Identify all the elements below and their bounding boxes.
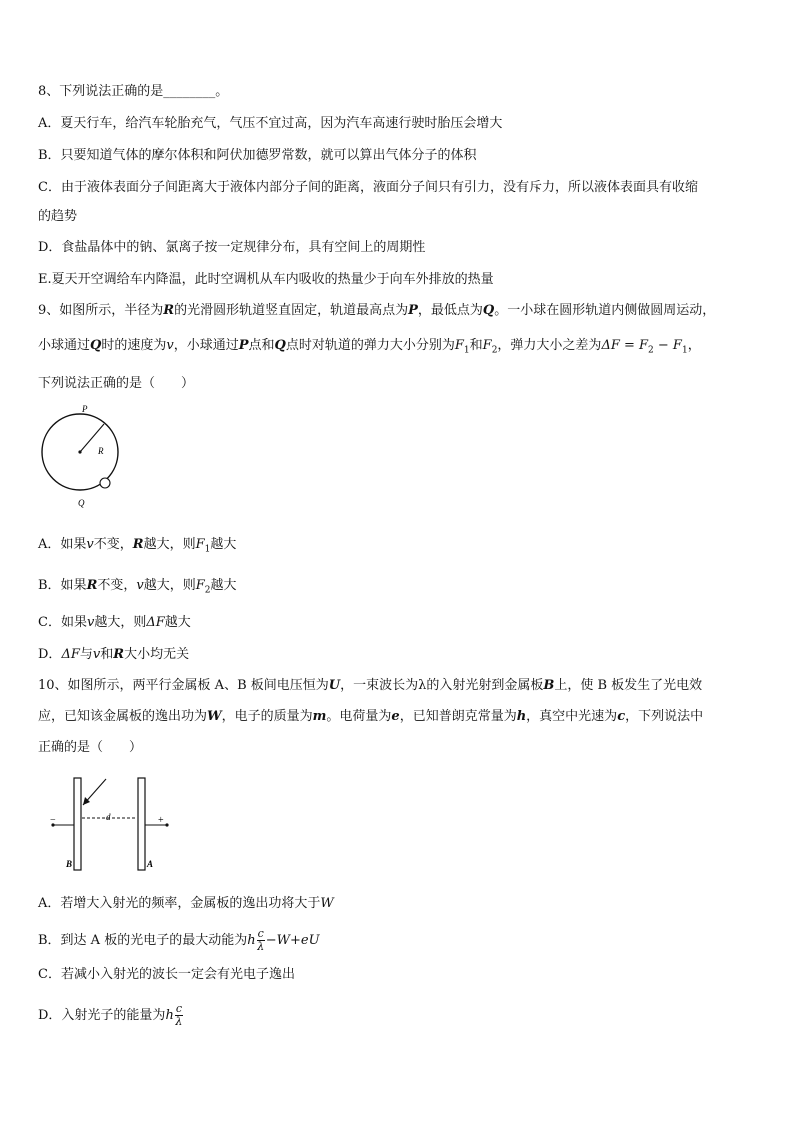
q10-stem-line1: 10、如图所示，两平行金属板 A、B 板间电压恒为U，一束波长为λ的入射光射到金属板B上，使 B 板发生了光电效 xyxy=(38,678,703,693)
q9-stem-line2: 小球通过Q时的速度为v，小球通过P点和Q点时对轨道的弹力大小分别为$F_1$和$F_2$，弹力大小之差为$\Delta F = F_2 - F_1$， xyxy=(38,338,701,356)
label-r: R xyxy=(98,446,104,456)
center-dot xyxy=(78,450,81,453)
label-d: d xyxy=(106,812,111,822)
q8-option-b: B．只要知道气体的摩尔体积和阿伏加德罗常数，就可以算出气体分子的体积 xyxy=(38,148,477,163)
q8-option-a: A．夏天行车，给汽车轮胎充气，气压不宜过高，因为汽车高速行驶时胎压会增大 xyxy=(38,116,503,131)
q10-stem-line3: 正确的是（ ） xyxy=(38,740,143,755)
q10-option-c: C．若减小入射光的波长一定会有光电子逸出 xyxy=(38,967,295,982)
label-b: B xyxy=(66,859,73,869)
q8-stem: 8、下列说法正确的是________。 xyxy=(38,84,229,99)
label-plus: + xyxy=(158,815,164,826)
q9-option-d: D．ΔF与v和R大小均无关 xyxy=(38,647,190,662)
q9-option-c: C．如果v越大，则ΔF越大 xyxy=(38,615,191,630)
q10-plates-figure xyxy=(40,775,180,875)
q10-option-b: B．到达 A 板的光电子的最大动能为h $\frac{c}{\lambda}$ −W+eU xyxy=(38,927,320,953)
small-ball xyxy=(100,478,110,488)
q10-option-d: D．入射光子的能量为h $\frac{c}{\lambda}$ xyxy=(38,1002,183,1028)
q8-option-d: D．食盐晶体中的钠、氯离子按一定规律分布，具有空间上的周期性 xyxy=(38,240,426,255)
q10-option-a: A．若增大入射光的频率，金属板的逸出功将大于W xyxy=(38,896,334,911)
q9-circle-figure xyxy=(38,404,128,514)
label-q: Q xyxy=(78,498,85,508)
fraction-c-over-lambda: $\frac{c}{\lambda}$ xyxy=(257,927,265,953)
q9-stem-line1: 9、如图所示，半径为R的光滑圆形轨道竖直固定，轨道最高点为P，最低点为Q。一小球在圆形轨道内侧做圆周运动， xyxy=(38,303,716,318)
plate-a xyxy=(138,778,145,870)
q8-option-c-line1: C．由于液体表面分子间距离大于液体内部分子间的距离，液面分子间只有引力，没有斥力，所以液体表面具有收缩 xyxy=(38,180,698,195)
q9-stem-line3: 下列说法正确的是（ ） xyxy=(38,376,195,391)
q8-option-c-line2: 的趋势 xyxy=(38,209,78,224)
q9-option-a: A．如果v不变，R越大，则$F_1$越大 xyxy=(38,537,237,555)
q8-option-e: E.夏天开空调给车内降温，此时空调机从车内吸收的热量少于向车外排放的热量 xyxy=(38,272,494,287)
fraction-c-over-lambda: $\frac{c}{\lambda}$ xyxy=(175,1002,183,1028)
label-a: A xyxy=(147,859,154,869)
plate-b xyxy=(74,778,81,870)
label-p: P xyxy=(82,404,88,414)
q9-option-b: B．如果R不变，v越大，则$F_2$越大 xyxy=(38,578,237,596)
terminal-right xyxy=(165,823,168,826)
q10-stem-line2: 应，已知该金属板的逸出功为W，电子的质量为m。电荷量为e，已知普朗克常量为h，真空中光速为c，下列说法中 xyxy=(38,709,704,724)
label-minus: − xyxy=(50,815,56,826)
